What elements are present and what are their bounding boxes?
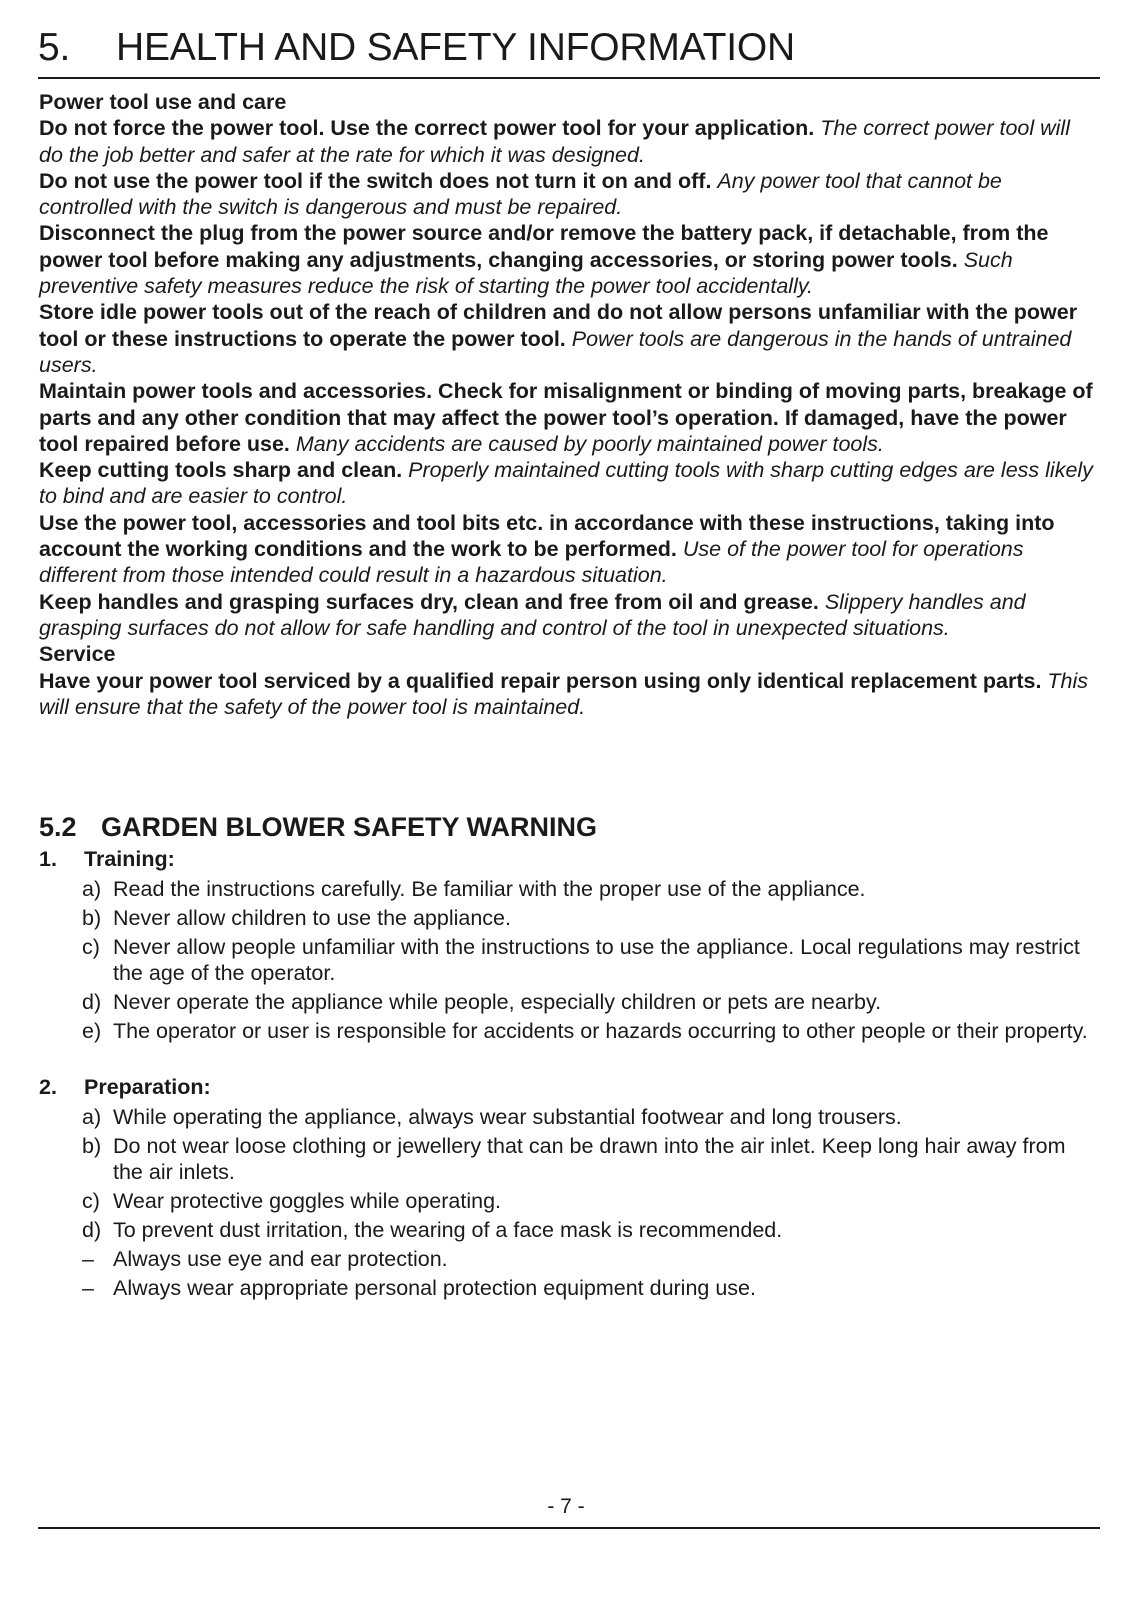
- item-marker: –: [82, 1276, 94, 1300]
- safety-rule: Do not use the power tool if the switch does not turn it on and off.: [39, 168, 712, 193]
- training-heading: [39, 846, 1099, 872]
- safety-rationale: Any power tool that cannot be controlled with the switch is dangerous and must be repaired.: [39, 168, 1002, 220]
- list-item: [39, 1275, 1099, 1301]
- subsection-number: 5.2: [39, 812, 77, 842]
- subsection-title: GARDEN BLOWER SAFETY WARNING: [101, 812, 598, 842]
- list-item: [39, 876, 1099, 902]
- safety-paragraph: [39, 168, 1099, 221]
- footer-divider: [38, 1527, 1100, 1529]
- safety-rule: Disconnect the plug from the power source and/or remove the battery pack, if detachable, from the power tool before making any adjustments, changing accessories, or storing power tools.: [39, 221, 1049, 272]
- item-text: Always use eye and ear protection.: [113, 1247, 448, 1271]
- item-marker: d): [82, 1218, 102, 1242]
- safety-rationale: Such preventive safety measures reduce the risk of starting the power tool accidentally.: [39, 247, 1013, 299]
- power-tool-heading: Power tool use and care: [39, 90, 287, 114]
- safety-rule: Keep cutting tools sharp and clean.: [39, 458, 403, 483]
- page-title: [38, 26, 1100, 70]
- safety-rationale: The correct power tool will do the job better and safer at the rate for which it was designed.: [39, 116, 1070, 167]
- item-text: To prevent dust irritation, the wearing of a face mask is recommended.: [113, 1218, 783, 1242]
- safety-rationale: Use of the power tool for operations different from those intended could result in a hazardous situation.: [39, 537, 1024, 588]
- service-heading: Service: [39, 642, 116, 667]
- item-marker: b): [82, 1134, 102, 1158]
- training-list: [39, 846, 1099, 1047]
- service-paragraph: [39, 668, 1099, 721]
- item-text: The operator or user is responsible for accidents or hazards occurring to other people or their property.: [113, 1019, 1088, 1043]
- service-rule: Have your power tool serviced by a qualified repair person using only identical replacement parts.: [39, 668, 1042, 693]
- list-item: [39, 1104, 1099, 1130]
- page-number: - 7 -: [547, 1495, 585, 1518]
- item-text: Never allow children to use the appliance.: [113, 906, 511, 930]
- safety-rationale: Slippery handles and grasping surfaces do not allow for safe handling and control of the tool in unexpected situations.: [39, 589, 1026, 640]
- list-item: [39, 905, 1099, 931]
- safety-rationale: Power tools are dangerous in the hands of untrained users.: [39, 326, 1072, 377]
- item-marker: c): [82, 1189, 100, 1213]
- item-text: Wear protective goggles while operating.: [113, 1189, 502, 1213]
- list-item: [39, 1133, 1099, 1185]
- list-item: [39, 934, 1099, 986]
- safety-rule: Use the power tool, accessories and tool bits etc. in accordance with these instructions, taking into account the working conditions and the work to be performed.: [39, 510, 1055, 562]
- section-number: 5.: [38, 26, 71, 69]
- safety-paragraph: [39, 457, 1099, 510]
- section-title: HEALTH AND SAFETY INFORMATION: [116, 26, 795, 69]
- item-text: Never allow people unfamiliar with the instructions to use the appliance. Local regulations may restrict the age of the operator.: [113, 935, 1080, 985]
- safety-rule: Store idle power tools out of the reach of children and do not allow persons unfamiliar with the power tool or these instructions to operate the power tool.: [39, 300, 1078, 351]
- item-marker: e): [82, 1019, 102, 1043]
- item-marker: b): [82, 906, 102, 930]
- list-item: [39, 1246, 1099, 1272]
- list-number: 1.: [39, 847, 57, 871]
- preparation-heading: [39, 1074, 1099, 1100]
- safety-paragraph: [39, 378, 1099, 457]
- preparation-list: [39, 1074, 1099, 1304]
- item-marker: d): [82, 990, 102, 1014]
- list-item: [39, 1217, 1099, 1243]
- list-number: 2.: [39, 1075, 57, 1099]
- safety-paragraph: [39, 510, 1099, 589]
- safety-paragraph: [39, 115, 1099, 168]
- item-text: Do not wear loose clothing or jewellery that can be drawn into the air inlet. Keep long hair away from the air inlets.: [113, 1134, 1066, 1184]
- item-text: Read the instructions carefully. Be familiar with the proper use of the appliance.: [113, 877, 866, 901]
- item-text: Never operate the appliance while people, especially children or pets are nearby.: [113, 990, 882, 1014]
- list-title: Preparation:: [84, 1075, 211, 1099]
- list-item: [39, 1018, 1099, 1044]
- safety-rationale: Many accidents are caused by poorly maintained power tools.: [295, 431, 884, 456]
- item-marker: a): [82, 1105, 102, 1129]
- safety-rule: Maintain power tools and accessories. Check for misalignment or binding of moving parts, breakage of parts and any other condition that may affect the power tool’s operation. If damaged, have the power tool repaired before use.: [39, 379, 1093, 456]
- list-item: [39, 989, 1099, 1015]
- power-tool-section: [39, 89, 1099, 720]
- service-rationale: This will ensure that the safety of the power tool is maintained.: [39, 668, 1089, 719]
- list-title: Training:: [84, 847, 175, 871]
- safety-paragraph: [39, 220, 1099, 299]
- title-divider: [38, 77, 1100, 79]
- safety-rationale: Properly maintained cutting tools with sharp cutting edges are less likely to bind and are easier to control.: [39, 458, 1093, 509]
- item-marker: c): [82, 935, 100, 959]
- list-item: [39, 1188, 1099, 1214]
- item-marker: a): [82, 877, 102, 901]
- item-marker: –: [82, 1247, 94, 1271]
- item-text: Always wear appropriate personal protection equipment during use.: [113, 1276, 756, 1300]
- safety-rule: Keep handles and grasping surfaces dry, clean and free from oil and grease.: [39, 589, 819, 614]
- safety-rule: Do not force the power tool. Use the correct power tool for your application.: [39, 116, 815, 141]
- section-heading-5-2: [39, 810, 597, 844]
- item-text: While operating the appliance, always wear substantial footwear and long trousers.: [113, 1105, 902, 1129]
- safety-paragraph: [39, 299, 1099, 378]
- safety-paragraph: [39, 589, 1099, 642]
